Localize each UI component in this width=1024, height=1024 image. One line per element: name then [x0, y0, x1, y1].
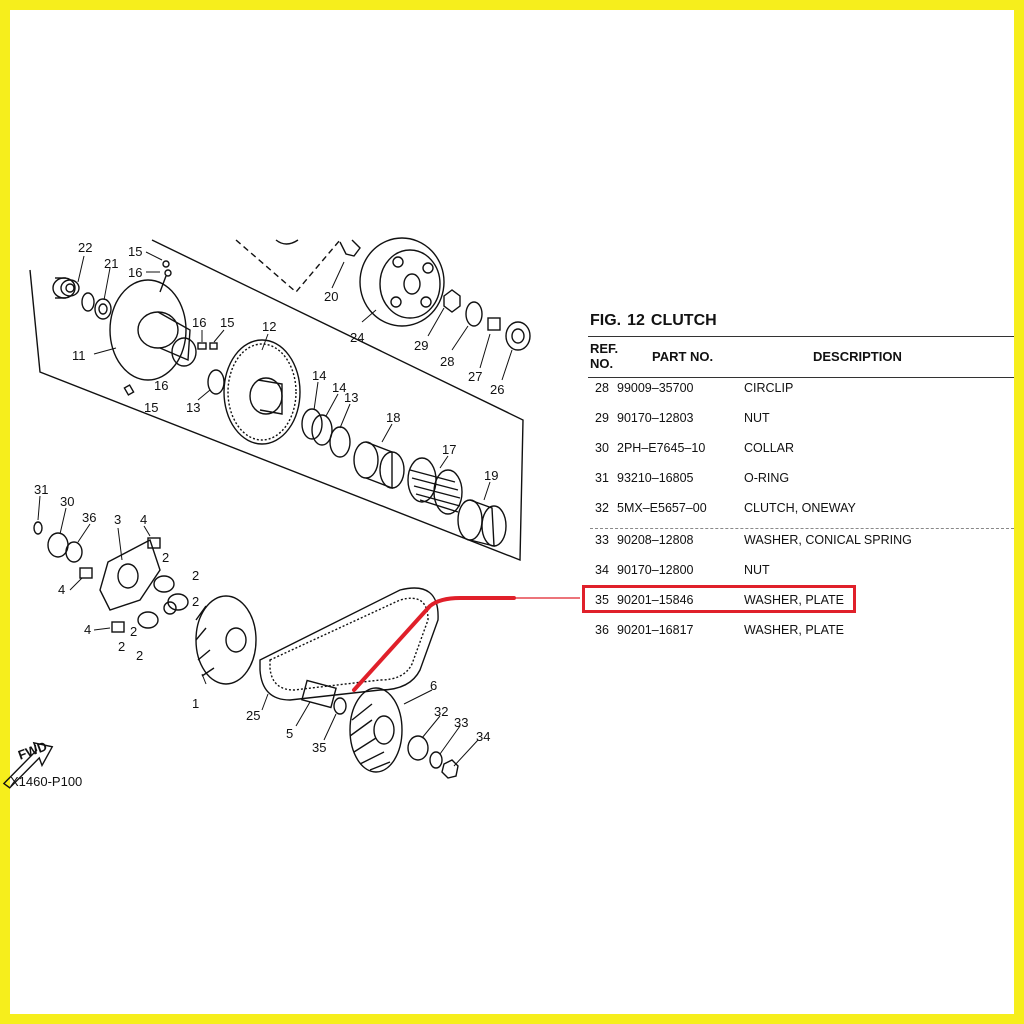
callout: 15 [144, 400, 159, 415]
slider-4c [112, 622, 124, 632]
callout: 31 [34, 482, 49, 497]
callout: 15 [220, 315, 235, 330]
diagram-code: X1460-P100 [10, 774, 83, 789]
table-row [588, 438, 1014, 468]
row-part-no: 2PH–E7645–10 [617, 441, 706, 455]
row-ref: 33 [595, 533, 609, 547]
bearing-26 [506, 322, 530, 350]
header-ref-no: REF. NO. [590, 341, 619, 371]
row-description: WASHER, PLATE [744, 593, 845, 607]
callout: 2 [192, 594, 200, 609]
ring-21 [82, 293, 94, 311]
callout: 19 [484, 468, 499, 483]
callout: 3 [114, 512, 122, 527]
table-row [588, 498, 1014, 528]
table-row [588, 378, 1014, 408]
callout: 28 [440, 354, 455, 369]
row-part-no: 5MX–E5657–00 [617, 501, 707, 515]
callout: 4 [140, 512, 148, 527]
row-description: CIRCLIP [744, 381, 794, 395]
header-description: DESCRIPTION [813, 349, 902, 364]
fwd-label: FWD [15, 738, 49, 763]
row-part-no: 90201–15846 [617, 593, 694, 607]
circlip-28 [466, 302, 482, 326]
callout: 16 [128, 265, 143, 280]
callout: 25 [246, 708, 261, 723]
cam-plate-3 [100, 540, 160, 610]
row-ref: 36 [595, 623, 609, 637]
spring-17 [408, 458, 462, 514]
nut-29 [444, 290, 460, 312]
oring-31 [34, 522, 42, 534]
callout: 34 [476, 729, 491, 744]
washer-33 [430, 752, 442, 768]
callout: 16 [154, 378, 169, 393]
row-ref: 32 [595, 501, 609, 515]
row-description: O-RING [744, 471, 790, 485]
figure-name: CLUTCH [650, 312, 717, 329]
callout: 13 [186, 400, 201, 415]
collar-27 [488, 318, 500, 330]
callout: 27 [468, 369, 483, 384]
oring-13a [208, 370, 224, 394]
callout: 13 [344, 390, 359, 405]
figure-title [590, 312, 723, 330]
callout: 2 [130, 624, 138, 639]
callout: 14 [332, 380, 347, 395]
row-description: WASHER, PLATE [744, 623, 845, 637]
callout: 18 [386, 410, 401, 425]
row-description: CLUTCH, ONEWAY [744, 501, 856, 515]
weight-rollers-2 [138, 576, 188, 628]
row-part-no: 99009–35700 [617, 381, 694, 395]
row-part-no: 93210–16805 [617, 471, 694, 485]
oring-13b [330, 427, 350, 457]
figure-prefix: FIG. [590, 312, 622, 329]
callout: 4 [58, 582, 66, 597]
table-row [588, 468, 1014, 498]
callout: 20 [324, 289, 339, 304]
callout: 2 [118, 639, 126, 654]
cup-19 [458, 500, 506, 546]
row-part-no: 90170–12803 [617, 411, 694, 425]
callout: 29 [414, 338, 429, 353]
highlight-connector-line [354, 598, 514, 690]
callout: 24 [350, 330, 365, 345]
callout: 32 [434, 704, 449, 719]
row-ref: 34 [595, 563, 609, 577]
callout: 1 [192, 696, 200, 711]
row-part-no: 90208–12808 [617, 533, 694, 547]
callout: 2 [162, 550, 170, 565]
callout: 2 [192, 568, 200, 583]
table-row [588, 408, 1014, 438]
sheave-11 [110, 280, 196, 380]
row-description: NUT [744, 563, 770, 577]
figure-number: 12 [627, 312, 645, 329]
callout: 17 [442, 442, 457, 457]
row-description: NUT [744, 411, 770, 425]
drive-belt-25 [260, 588, 438, 700]
callout: 16 [192, 315, 207, 330]
callout: 35 [312, 740, 327, 755]
row-ref: 30 [595, 441, 609, 455]
nut-20 [340, 240, 360, 256]
row-description: WASHER, CONICAL SPRING [744, 533, 912, 547]
header-part-no: PART NO. [652, 349, 714, 364]
callout: 26 [490, 382, 505, 397]
collar-30 [48, 533, 68, 557]
oneway-32 [408, 736, 428, 760]
hidden-edge-line [236, 240, 340, 292]
pin-15-16 [160, 276, 166, 292]
callout: 36 [82, 510, 97, 525]
callout: 14 [312, 368, 327, 383]
collar-18 [354, 442, 404, 488]
callout: 12 [262, 319, 277, 334]
table-row [588, 620, 1014, 650]
collar-5 [302, 680, 336, 707]
callout: 15 [128, 244, 143, 259]
callout: 30 [60, 494, 75, 509]
callout: 6 [430, 678, 438, 693]
callout: 22 [78, 240, 93, 255]
bearing-21 [95, 299, 111, 319]
highlight-box [582, 585, 856, 613]
row-ref: 35 [595, 593, 609, 607]
callout: 21 [104, 256, 119, 271]
upper-assembly-outline [30, 240, 523, 560]
row-ref: 31 [595, 471, 609, 485]
callout: 33 [454, 715, 469, 730]
secondary-sheave-6 [350, 688, 402, 772]
plate-12 [224, 340, 300, 444]
washer-36 [66, 542, 82, 562]
parts-table-header [588, 336, 1014, 378]
washer-35 [334, 698, 346, 714]
primary-sheave-1 [196, 596, 256, 684]
callout: 2 [136, 648, 144, 663]
row-ref: 29 [595, 411, 609, 425]
row-ref: 28 [595, 381, 609, 395]
callout: 5 [286, 726, 294, 741]
callout: 11 [72, 348, 86, 363]
callout: 4 [84, 622, 92, 637]
bearing-22 [53, 278, 79, 298]
table-row [588, 530, 1014, 560]
row-part-no: 90170–12800 [617, 563, 694, 577]
slider-4b [80, 568, 92, 578]
nut-34 [442, 760, 458, 778]
row-description: COLLAR [744, 441, 795, 455]
row-part-no: 90201–16817 [617, 623, 694, 637]
